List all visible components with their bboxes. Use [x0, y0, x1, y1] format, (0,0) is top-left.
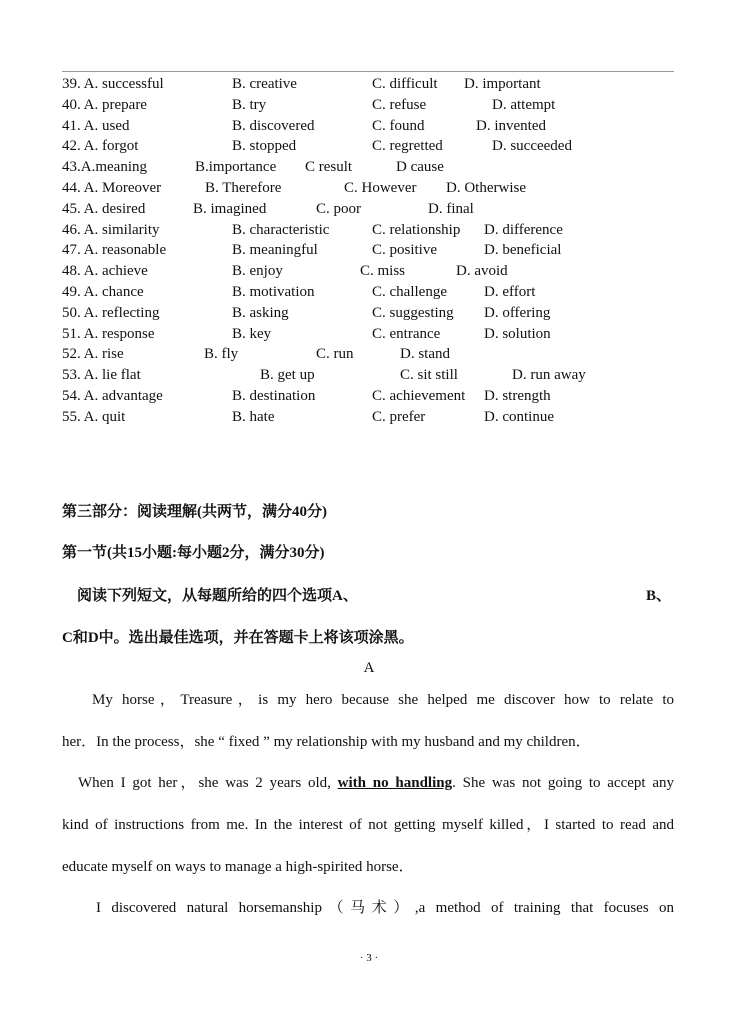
question-option-b: B. meaningful — [232, 242, 318, 259]
question-option-c: C. miss — [360, 263, 406, 280]
question-option-b: B. Therefore — [205, 180, 282, 196]
question-row — [0, 199, 738, 219]
question-row — [0, 240, 738, 260]
question-option-c: C. refuse — [372, 96, 427, 113]
sub-heading: 第一节(共15小题:每小题2分，满分30分) — [62, 545, 325, 561]
question-row — [0, 365, 738, 385]
question-option-d: D. attempt — [492, 96, 556, 113]
question-option-c: C. achievement — [372, 388, 466, 404]
question-option-c: C. poor — [316, 200, 361, 217]
underlined-phrase: with no handling — [337, 775, 453, 791]
question-option-b: B.importance — [195, 159, 277, 176]
question-option-b: B. asking — [232, 304, 289, 321]
question-row — [0, 407, 738, 427]
question-row — [0, 220, 738, 240]
question-option-b: B. fly — [204, 346, 239, 363]
question-option-d: D. strength — [484, 388, 551, 404]
question-option-b: B. try — [232, 96, 267, 113]
question-option-a: 53. A. lie flat — [62, 367, 141, 384]
question-row — [0, 157, 738, 177]
question-option-d: D. avoid — [456, 263, 508, 280]
question-option-c: C. challenge — [372, 284, 447, 300]
question-option-d: D. important — [464, 76, 541, 92]
question-option-a: 39. A. successful — [62, 76, 164, 92]
question-option-c: C. positive — [372, 242, 438, 259]
question-option-a: 41. A. used — [62, 117, 130, 134]
question-option-a: 55. A. quit — [62, 408, 126, 425]
question-option-c: C. found — [372, 117, 425, 134]
question-option-b: B. key — [232, 325, 272, 342]
question-row — [0, 386, 738, 406]
question-option-d: D. succeeded — [492, 138, 572, 155]
question-option-c: C. run — [316, 346, 354, 363]
question-option-a: 48. A. achieve — [62, 263, 148, 280]
question-option-c: C. difficult — [372, 76, 438, 92]
question-option-d: D. beneficial — [484, 242, 562, 259]
question-option-b: B. creative — [232, 76, 297, 92]
passage-p3-line1: I discovered natural horsemanship（马术）,a method of training that focuses on — [96, 900, 674, 916]
question-option-c: C. entrance — [372, 325, 441, 342]
question-option-a: 46. A. similarity — [62, 221, 160, 238]
question-option-b: B. hate — [232, 408, 275, 425]
p2-pre: When I got her，she was 2 years old, — [78, 775, 338, 791]
question-option-a: 42. A. forgot — [62, 138, 139, 155]
question-option-d: D. effort — [484, 284, 536, 300]
instruction-line2: C和D中。选出最佳选项，并在答题卡上将该项涂黑。 — [62, 630, 414, 646]
question-option-d: D. final — [428, 200, 474, 217]
question-option-b: B. imagined — [193, 200, 267, 217]
question-option-c: C. suggesting — [372, 304, 454, 321]
question-option-b: B. get up — [260, 367, 315, 384]
passage-p2-line1 — [78, 773, 674, 793]
question-option-a: 43.A.meaning — [62, 159, 147, 176]
question-option-a: 54. A. advantage — [62, 388, 163, 404]
question-option-c: C result — [305, 159, 353, 176]
question-option-c: C. sit still — [400, 367, 458, 384]
question-option-a: 40. A. prepare — [62, 96, 147, 113]
question-row — [0, 344, 738, 364]
question-option-d: D cause — [396, 159, 444, 176]
question-row — [0, 116, 738, 136]
question-option-c: C. regretted — [372, 138, 443, 155]
header-rule — [62, 71, 674, 72]
question-row — [0, 303, 738, 323]
question-option-d: D. solution — [484, 325, 551, 342]
question-option-b: B. destination — [232, 388, 316, 404]
question-option-d: D. offering — [484, 304, 551, 321]
question-row — [0, 74, 738, 94]
question-row — [0, 136, 738, 156]
passage-p1-line1: My horse，Treasure，is my hero because she helped me discover how to relate to — [92, 692, 674, 708]
question-option-d: D. run away — [512, 367, 586, 384]
question-row — [0, 324, 738, 344]
question-option-a: 45. A. desired — [62, 200, 146, 217]
question-option-a: 44. A. Moreover — [62, 180, 162, 196]
question-option-c: C. relationship — [372, 221, 461, 238]
question-row — [0, 282, 738, 302]
passage-p2-line2: kind of instructions from me. In the interest of not getting myself killed，I started to read and — [62, 817, 674, 833]
question-option-b: B. enjoy — [232, 263, 283, 280]
question-option-c: C. However — [344, 180, 417, 196]
question-option-a: 49. A. chance — [62, 284, 144, 300]
instruction-start: 阅读下列短文，从每题所给的四个选项A、 — [77, 588, 358, 604]
page-number: · 3 · — [359, 952, 379, 964]
passage-p2-line3: educate myself on ways to manage a high-spirited horse． — [62, 859, 414, 875]
question-option-d: D. invented — [476, 117, 546, 134]
question-option-b: B. stopped — [232, 138, 297, 155]
instruction-end: B、 — [646, 588, 672, 604]
question-option-a: 47. A. reasonable — [62, 242, 167, 259]
question-option-a: 52. A. rise — [62, 346, 124, 363]
question-row — [0, 261, 738, 281]
question-row — [0, 178, 738, 198]
question-option-d: D. continue — [484, 408, 554, 425]
question-option-b: B. motivation — [232, 284, 315, 300]
passage-p1-line2: her．In the process，she “ fixed ” my relationship with my husband and my children． — [62, 734, 591, 750]
question-option-d: D. difference — [484, 221, 563, 238]
question-option-b: B. characteristic — [232, 221, 330, 238]
question-option-a: 51. A. response — [62, 325, 155, 342]
question-option-b: B. discovered — [232, 117, 315, 134]
question-row — [0, 95, 738, 115]
question-option-a: 50. A. reflecting — [62, 304, 160, 321]
passage-label: A — [363, 660, 375, 676]
p2-post: . She was not going to accept any — [452, 775, 674, 791]
part-heading: 第三部分：阅读理解(共两节，满分40分) — [62, 504, 327, 520]
question-option-c: C. prefer — [372, 408, 426, 425]
question-option-d: D. stand — [400, 346, 450, 363]
question-option-d: D. Otherwise — [446, 180, 526, 196]
